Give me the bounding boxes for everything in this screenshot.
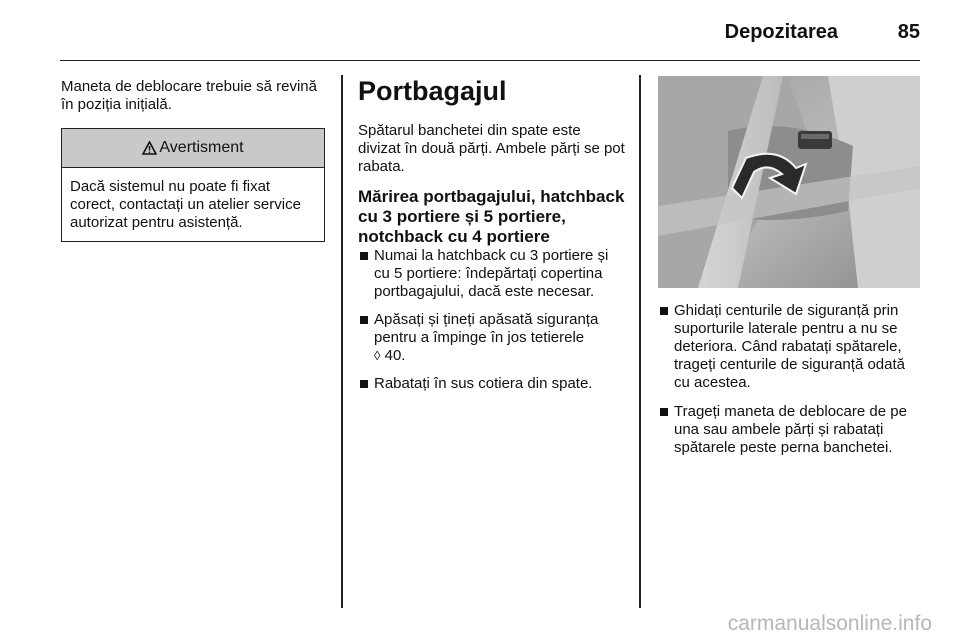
section-title: Portbagajul: [358, 76, 507, 106]
list-item: Trageți maneta de deblocare de pe una sau ambele părți și rabatați spătarele peste perna banchetei.: [658, 403, 920, 457]
list-item: Rabatați în sus cotiera din spate.: [358, 375, 626, 393]
section-intro: Spătarul banchetei din spate este divizat în două părți. Ambele părți se pot rabata.: [358, 122, 625, 175]
right-column: [658, 76, 920, 468]
list-item: Apăsați și țineți apăsată siguranța pentru a împinge în jos tetierele ◊ 40.: [358, 311, 626, 365]
column-divider-right: [639, 75, 641, 608]
seatbelt-guide-photo: [658, 76, 920, 288]
list-item: Numai la hatchback cu 3 portiere și cu 5 portiere: îndepărtați copertina portbagajului, dacă este necesar.: [358, 247, 626, 301]
warning-title: Avertisment: [159, 139, 244, 156]
page-ref-link[interactable]: 40.: [384, 347, 406, 364]
warning-triangle-icon: [142, 141, 157, 155]
instruction-list: [358, 247, 626, 393]
page-number: 85: [897, 21, 920, 43]
warning-header: [62, 129, 324, 168]
intro-text: Maneta de deblocare trebuie să revină în poziția inițială.: [61, 78, 317, 113]
page-ref-arrow-icon: ◊: [374, 348, 381, 363]
instruction-list-right: [658, 302, 920, 457]
warning-text: Dacă sistemul nu poate fi fixat corect, contactați un atelier service autorizat pentru asistență.: [70, 178, 301, 231]
subheading: Mărirea portbagajului, hatchback cu 3 portiere și 5 portiere, notchback cu 4 portiere: [358, 187, 625, 246]
list-item: Ghidați centurile de siguranță prin suporturile laterale pentru a nu se deteriora. Când rabatați spătarele, trageți centurile de siguranță odată cu acestea.: [658, 302, 920, 392]
column-divider-left: [341, 75, 343, 608]
page-header: [60, 0, 920, 61]
warning-box: [61, 128, 325, 242]
left-column: [61, 78, 326, 242]
watermark-text: carmanualsonline.info: [727, 612, 932, 635]
middle-column: [358, 74, 626, 403]
chapter-title: Depozitarea: [724, 21, 838, 43]
